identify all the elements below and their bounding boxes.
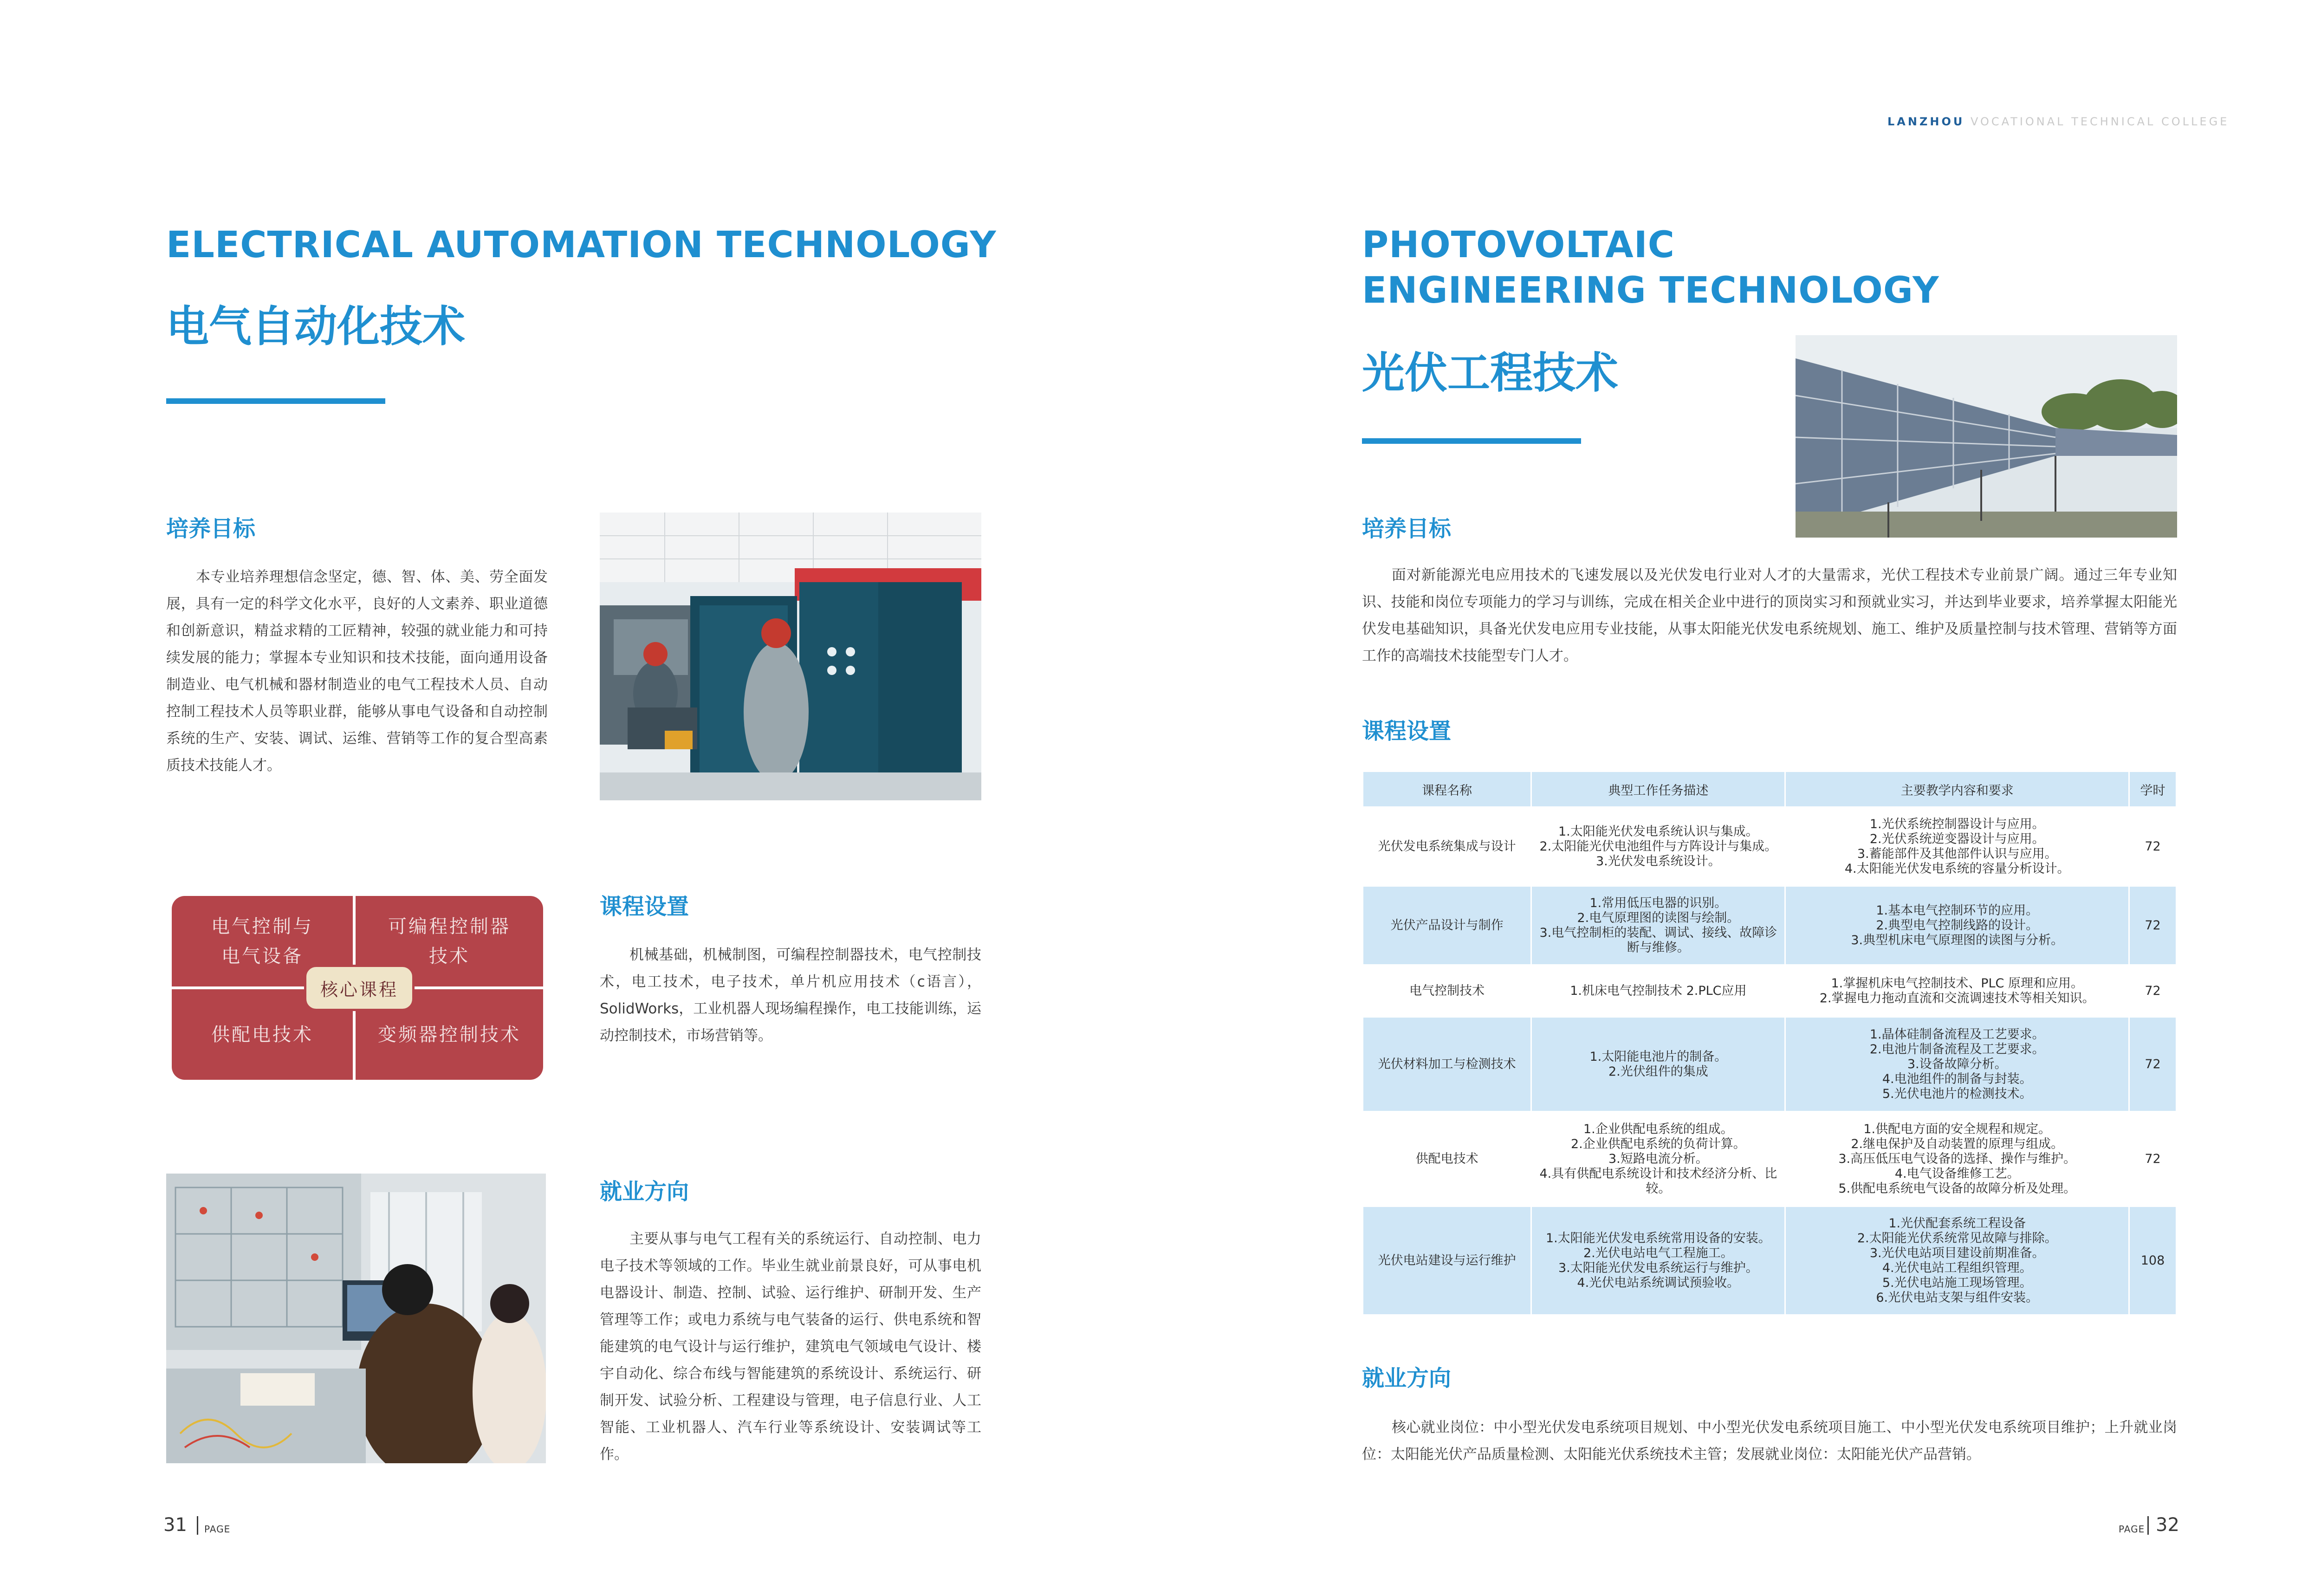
core-course-block [172, 896, 543, 1084]
table-cell: 供配电技术 [1363, 1112, 1531, 1207]
left-page-divider [197, 1516, 198, 1535]
left-title-cn: 电气自动化技术 [166, 302, 466, 351]
table-cell: 1.企业供配电系统的组成。 2.企业供配电系统的负荷计算。 3.短路电流分析。 4.具有供配电系统设计和技术经济分析、比较。 [1531, 1112, 1785, 1207]
right-page-divider [2147, 1516, 2149, 1535]
right-goal-heading: 培养目标 [1362, 516, 1452, 542]
core-course-br-label: 变频器控制技术 [378, 1024, 521, 1045]
left-course-heading: 课程设置 [600, 894, 689, 920]
table-cell: 1.基本电气控制环节的应用。 2.典型电气控制线路的设计。 3.典型机床电气原理图的读图与分析。 [1785, 886, 2129, 965]
right-course-heading: 课程设置 [1362, 718, 1452, 744]
table-cell: 电气控制技术 [1363, 965, 1531, 1017]
right-title-cn: 光伏工程技术 [1362, 348, 1619, 398]
table-cell: 1.太阳能光伏发电系统常用设备的安装。 2.光伏电站电气工程施工。 3.太阳能光伏发电系统运行与维护。 4.光伏电站系统调试预验收。 [1531, 1207, 1785, 1315]
left-course-text: 机械基础，机械制图，可编程控制器技术，电气控制技术，电工技术，电子技术，单片机应用技术（c语言），SolidWorks，工业机器人现场编程操作，电工技能训练，运动控制技术，市场营销等。 [600, 947, 981, 1044]
table-cell: 1.掌握机床电气控制技术、PLC 原理和应用。 2.掌握电力拖动直流和交流调速技术等相关知识。 [1785, 965, 2129, 1017]
college-name-rest: VOCATIONAL TECHNICAL COLLEGE [1964, 115, 2230, 128]
core-course-tr-label: 可编程控制器技术 [388, 915, 511, 967]
table-cell: 72 [2129, 1112, 2177, 1207]
table-cell: 1.太阳能光伏发电系统认识与集成。 2.太阳能光伏电池组件与方阵设计与集成。 3.光伏发电系统设计。 [1531, 807, 1785, 886]
college-name-bold: LANZHOU [1887, 115, 1965, 128]
table-row [1363, 886, 2177, 965]
table-row [1363, 965, 2177, 1017]
table-cell: 光伏产品设计与制作 [1363, 886, 1531, 965]
right-page-label: PAGE [2119, 1524, 2145, 1535]
core-course-center: 核心课程 [304, 965, 415, 1011]
table-cell: 1.晶体硅制备流程及工艺要求。 2.电池片制备流程及工艺要求。 3.设备故障分析。 4.电池组件的制备与封装。 5.光伏电池片的检测技术。 [1785, 1017, 2129, 1112]
table-header-cell: 课程名称 [1363, 772, 1531, 807]
right-job-heading: 就业方向 [1362, 1365, 1452, 1391]
table-cell: 72 [2129, 965, 2177, 1017]
table-cell: 108 [2129, 1207, 2177, 1315]
table-cell: 1.机床电气控制技术 2.PLC应用 [1531, 965, 1785, 1017]
table-cell: 1.常用低压电器的识别。 2.电气原理图的读图与绘制。 3.电气控制柜的装配、调试、接线、故障诊断与维修。 [1531, 886, 1785, 965]
left-job-text: 主要从事与电气工程有关的系统运行、自动控制、电力电子技术等领域的工作。毕业生就业前景良好，可从事电机电器设计、制造、控制、试验、运行维护、研制开发、生产管理等工作；或电力系统与电气装备的运行、供电系统和智能建筑的电气设计与运行维护，建筑电气领域电气设计、楼宇自动化、综合布线与智能建筑的系统设计、系统运行、研制开发、试验分析、工程建设与管理，电子信息行业、人工智能、工业机器人、汽车行业等系统设计、安装调试等工作。 [600, 1231, 981, 1463]
college-header [1887, 115, 2229, 128]
table-cell: 72 [2129, 1017, 2177, 1112]
left-goal-heading: 培养目标 [166, 516, 256, 542]
right-page-number: 32 [2156, 1514, 2179, 1536]
table-header-cell: 典型工作任务描述 [1531, 772, 1785, 807]
table-cell: 光伏发电系统集成与设计 [1363, 807, 1531, 886]
right-title-en-2: ENGINEERING TECHNOLOGY [1362, 270, 1939, 311]
left-goal-text: 本专业培养理想信念坚定，德、智、体、美、劳全面发展，具有一定的科学文化水平，良好的人文素养、职业道德和创新意识，精益求精的工匠精神，较强的就业能力和可持续发展的能力；掌握本专业知识和技术技能，面向通用设备制造业、电气机械和器材制造业的电气工程技术人员、自动控制工程技术人员等职业群，能够从事电气设备和自动控制系统的生产、安装、调试、运维、营销等工作的复合型高素质技术技能人才。 [166, 569, 548, 774]
core-course-tl-label: 电气控制与电气设备 [211, 915, 313, 967]
workshop-photo [600, 513, 981, 800]
table-header-cell: 主要教学内容和要求 [1785, 772, 2129, 807]
table-cell: 1.太阳能电池片的制备。 2.光伏组件的集成 [1531, 1017, 1785, 1112]
table-cell: 72 [2129, 807, 2177, 886]
table-row [1363, 1207, 2177, 1315]
table-cell: 1.供配电方面的安全规程和规定。 2.继电保护及自动装置的原理与组成。 3.高压低压电气设备的选择、操作与维护。 4.电气设备维修工艺。 5.供配电系统电气设备的故障分析及处理。 [1785, 1112, 2129, 1207]
table-cell: 1.光伏配套系统工程设备 2.太阳能光伏系统常见故障与排除。 3.光伏电站项目建设前期准备。 4.光伏电站工程组织管理。 5.光伏电站施工现场管理。 6.光伏电站支架与组件安装。 [1785, 1207, 2129, 1315]
left-title-en: ELECTRICAL AUTOMATION TECHNOLOGY [166, 224, 997, 266]
right-title-rule [1362, 438, 1581, 444]
table-cell: 1.光伏系统控制器设计与应用。 2.光伏系统逆变器设计与应用。 3.蓄能部件及其他部件认识与应用。 4.太阳能光伏发电系统的容量分析设计。 [1785, 807, 2129, 886]
left-job-heading: 就业方向 [600, 1179, 689, 1205]
table-cell: 光伏电站建设与运行维护 [1363, 1207, 1531, 1315]
table-header-cell: 学时 [2129, 772, 2177, 807]
table-cell: 光伏材料加工与检测技术 [1363, 1017, 1531, 1112]
table-row [1363, 807, 2177, 886]
table-row [1363, 1017, 2177, 1112]
left-page-label: PAGE [204, 1524, 231, 1535]
right-job-text: 核心就业岗位：中小型光伏发电系统项目规划、中小型光伏发电系统项目施工、中小型光伏发电系统项目维护；上升就业岗位：太阳能光伏产品质量检测、太阳能光伏系统技术主管；发展就业岗位：太阳能光伏产品营销。 [1362, 1419, 2177, 1463]
table-cell: 72 [2129, 886, 2177, 965]
left-page-number: 31 [163, 1514, 187, 1536]
course-table [1362, 771, 2177, 1316]
core-course-bl-label: 供配电技术 [211, 1024, 313, 1045]
left-title-rule [166, 398, 385, 404]
right-title-en-1: PHOTOVOLTAIC [1362, 224, 1675, 266]
right-goal-text: 面对新能源光电应用技术的飞速发展以及光伏发电行业对人才的大量需求，光伏工程技术专业前景广阔。通过三年专业知识、技能和岗位专项能力的学习与训练，完成在相关企业中进行的顶岗实习和预就业实习，并达到毕业要求，培养掌握太阳能光伏发电基础知识，具备光伏发电应用专业技能，从事太阳能光伏发电系统规划、施工、维护及质量控制与技术管理、营销等方面工作的高端技术技能型专门人才。 [1362, 567, 2177, 664]
table-row [1363, 1112, 2177, 1207]
table-header-row [1363, 772, 2177, 807]
solar-panel-photo [1796, 335, 2177, 538]
lab-photo [166, 1174, 546, 1463]
